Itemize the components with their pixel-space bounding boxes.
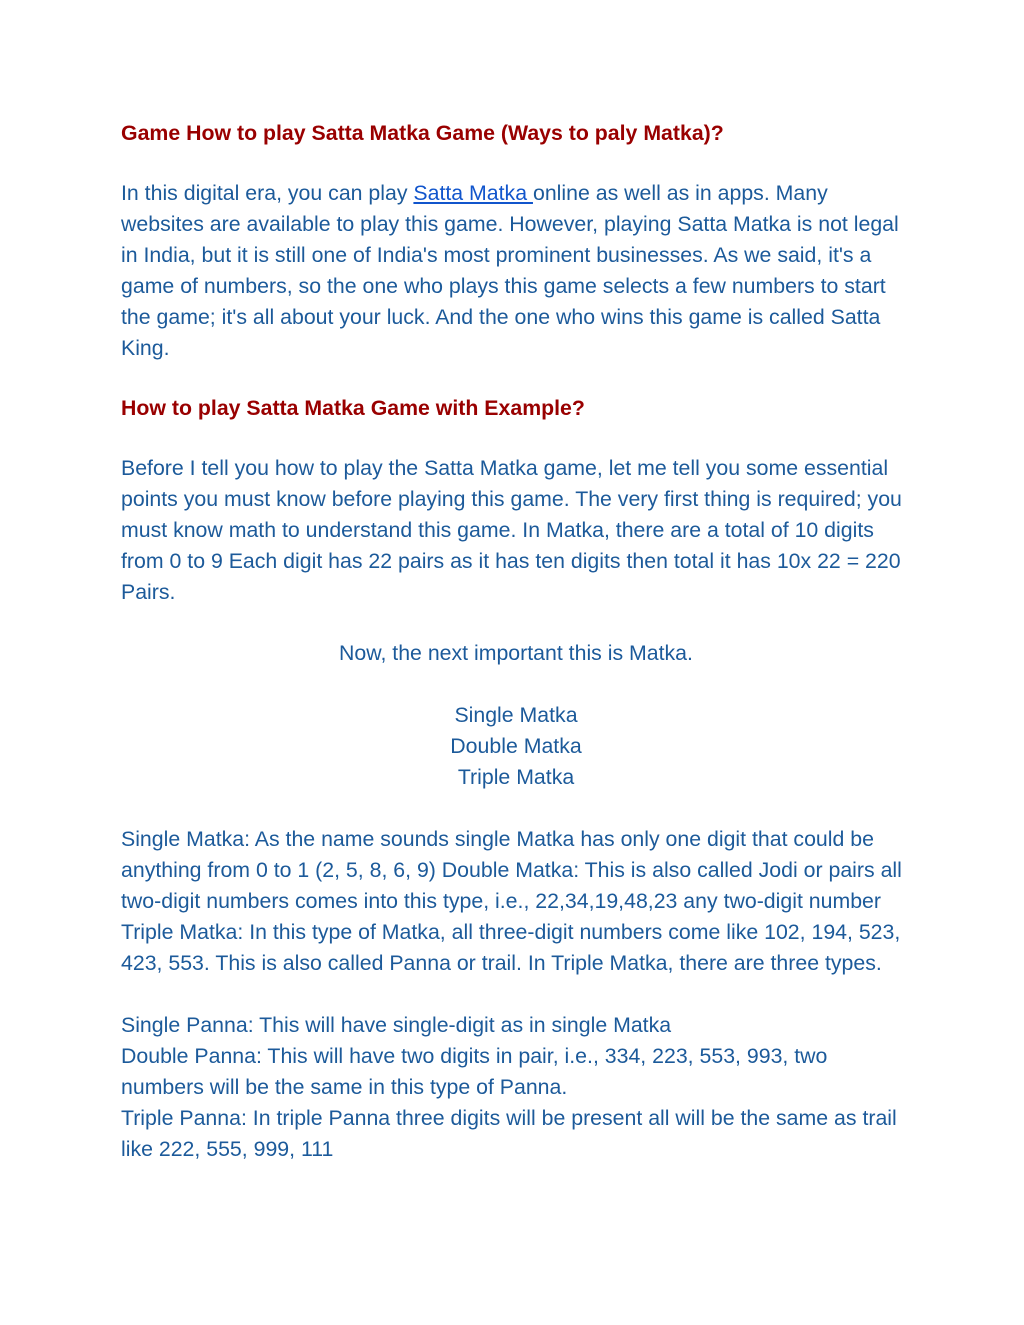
panna-types-list [121,1010,911,1165]
matka-type-item: Double Matka [450,734,582,758]
matka-explanation-paragraph: Single Matka: As the name sounds single Matka has only one digit that could be anything from 0 to 1 (2, 5, 8, 6, 9) Double Matka: This is also called Jodi or pairs all two-digit numbers comes into this type, i.e., 22,34,19,48,23 any two-digit number Triple Matka: In this type of Matka, all three-digit numbers come like 102, 194, 523, 423, 553. This is also called Panna or trail. In Triple Matka, there are three types. [121,827,902,975]
section-heading: How to play Satta Matka Game with Example? [121,396,585,420]
panna-type-item: Double Panna: This will have two digits in pair, i.e., 334, 223, 553, 993, two numbers will be the same in this type of Panna. [121,1044,828,1099]
matka-type-item: Single Matka [454,703,578,727]
satta-matka-link[interactable]: Satta Matka [413,181,533,205]
intro-text-start: In this digital era, you can play [121,181,414,205]
panna-type-item: Triple Panna: In triple Panna three digits will be present all will be the same as trail like 222, 555, 999, 111 [121,1106,897,1161]
intro-text-end: online as well as in apps. Many websites are available to play this game. However, playing Satta Matka is not legal in India, but it is still one of India's most prominent businesses. As we said, it's a game of numbers, so the one who plays this game selects a few numbers to start the game; it's all about your luck. And the one who wins this game is called Satta King. [121,181,899,360]
essential-points-paragraph: Before I tell you how to play the Satta Matka game, let me tell you some essential points you must know before playing this game. The very first thing is required; you must know math to understand this game. In Matka, there are a total of 10 digits from 0 to 9 Each digit has 22 pairs as it has ten digits then total it has 10x 22 = 220 Pairs. [121,456,902,604]
matka-types-list [121,700,911,793]
panna-type-item: Single Panna: This will have single-digit as in single Matka [121,1013,672,1037]
matka-type-item: Triple Matka [457,765,575,789]
intro-paragraph [121,178,911,364]
page-title: Game How to play Satta Matka Game (Ways to paly Matka)? [121,121,724,145]
next-important-line: Now, the next important this is Matka. [339,641,693,665]
document-page [121,118,911,1165]
